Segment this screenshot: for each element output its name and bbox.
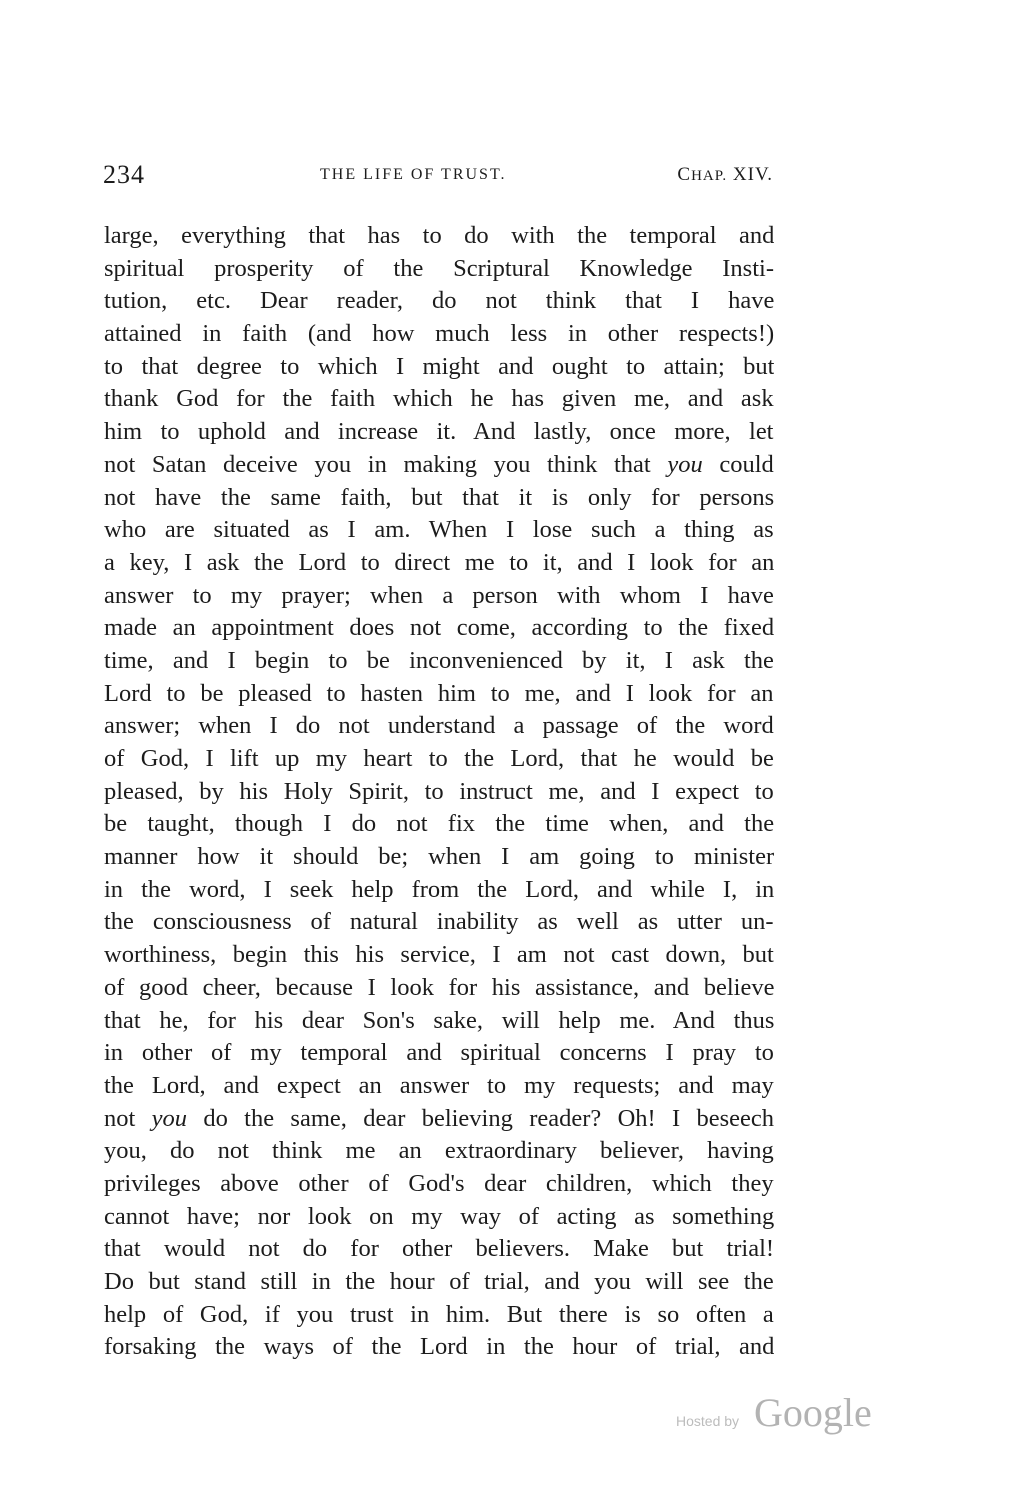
text-line: answer; when I do not understand a passage of the word (104, 712, 774, 740)
text-segment: not (104, 1104, 136, 1132)
text-line: large, everything that has to do with the temporal and (104, 222, 774, 249)
text-segment: do the same, dear believing reader? Oh! I beseech (203, 1104, 774, 1132)
text-line: time, and I begin to be inconvenienced by it, I ask the (104, 646, 774, 674)
text-line: thank God for the faith which he has given me, and ask (104, 385, 774, 413)
text-line: the consciousness of natural inability as well as utter un- (104, 908, 774, 936)
hosted-by-google-watermark (676, 1390, 886, 1437)
text-line: forsaking the ways of the Lord in the hour of trial, and (104, 1333, 774, 1361)
text-line: the Lord, and expect an answer to my requests; and may (104, 1071, 774, 1099)
text-line: answer to my prayer; when a person with whom I have (104, 581, 774, 609)
text-line (104, 1103, 774, 1136)
text-line: in other of my temporal and spiritual concerns I pray to (104, 1039, 774, 1067)
text-line: who are situated as I am. When I lose such a thing as (104, 516, 774, 544)
text-line: manner how it should be; when I am going to minister (104, 843, 774, 871)
text-line: that would not do for other believers. Make but trial! (104, 1235, 774, 1263)
text-line: of God, I lift up my heart to the Lord, that he would be (104, 745, 774, 772)
text-line: Lord to be pleased to hasten him to me, and I look for an (104, 679, 774, 707)
chapter-label (677, 164, 773, 186)
text-line: cannot have; nor look on my way of acting as something (104, 1202, 774, 1230)
page-header (103, 160, 773, 194)
running-title: THE LIFE OF TRUST. (320, 166, 507, 183)
text-line: spiritual prosperity of the Scriptural Knowledge Insti- (104, 254, 774, 282)
text-line: attained in faith (and how much less in other respects!) (104, 320, 774, 348)
text-line: privileges above other of God's dear children, which they (104, 1169, 774, 1197)
body-text (104, 220, 774, 1364)
text-line: in the word, I seek help from the Lord, and while I, in (104, 875, 774, 903)
hosted-by-label: Hosted by (676, 1413, 740, 1429)
emphasis-word: you (151, 1104, 188, 1132)
text-segment: not Satan deceive you in making you think that (104, 450, 651, 478)
text-line: a key, I ask the Lord to direct me to it, and I look for an (104, 548, 774, 576)
chapter-prefix: C (677, 164, 692, 185)
emphasis-word: you (667, 450, 703, 478)
text-line: be taught, though I do not fix the time when, and the (104, 810, 774, 838)
text-line: to that degree to which I might and ought to attain; but (104, 352, 774, 380)
text-line: tution, etc. Dear reader, do not think that I have (104, 287, 774, 315)
page-number: 234 (103, 160, 145, 189)
text-line: help of God, if you trust in him. But there is so often a (104, 1300, 774, 1328)
text-line (104, 449, 774, 482)
text-line: of good cheer, because I look for his assistance, and believe (104, 973, 774, 1001)
text-line: him to uphold and increase it. And lastly, once more, let (104, 418, 774, 446)
text-line: pleased, by his Holy Spirit, to instruct me, and I expect to (104, 777, 774, 805)
chapter-smallcaps: HAP. (691, 168, 728, 184)
text-line: not have the same faith, but that it is only for persons (104, 483, 774, 511)
chapter-numeral: XIV. (727, 164, 773, 185)
text-line: Do but stand still in the hour of trial, and you will see the (104, 1268, 774, 1295)
text-line: that he, for his dear Son's sake, will help me. And thus (104, 1006, 774, 1034)
text-line: worthiness, begin this his service, I am not cast down, but (104, 941, 774, 969)
text-segment: could (719, 450, 774, 478)
google-logo: Google (754, 1390, 872, 1435)
text-line: you, do not think me an extraordinary believer, having (104, 1137, 774, 1165)
text-line: made an appointment does not come, according to the fixed (104, 614, 774, 642)
